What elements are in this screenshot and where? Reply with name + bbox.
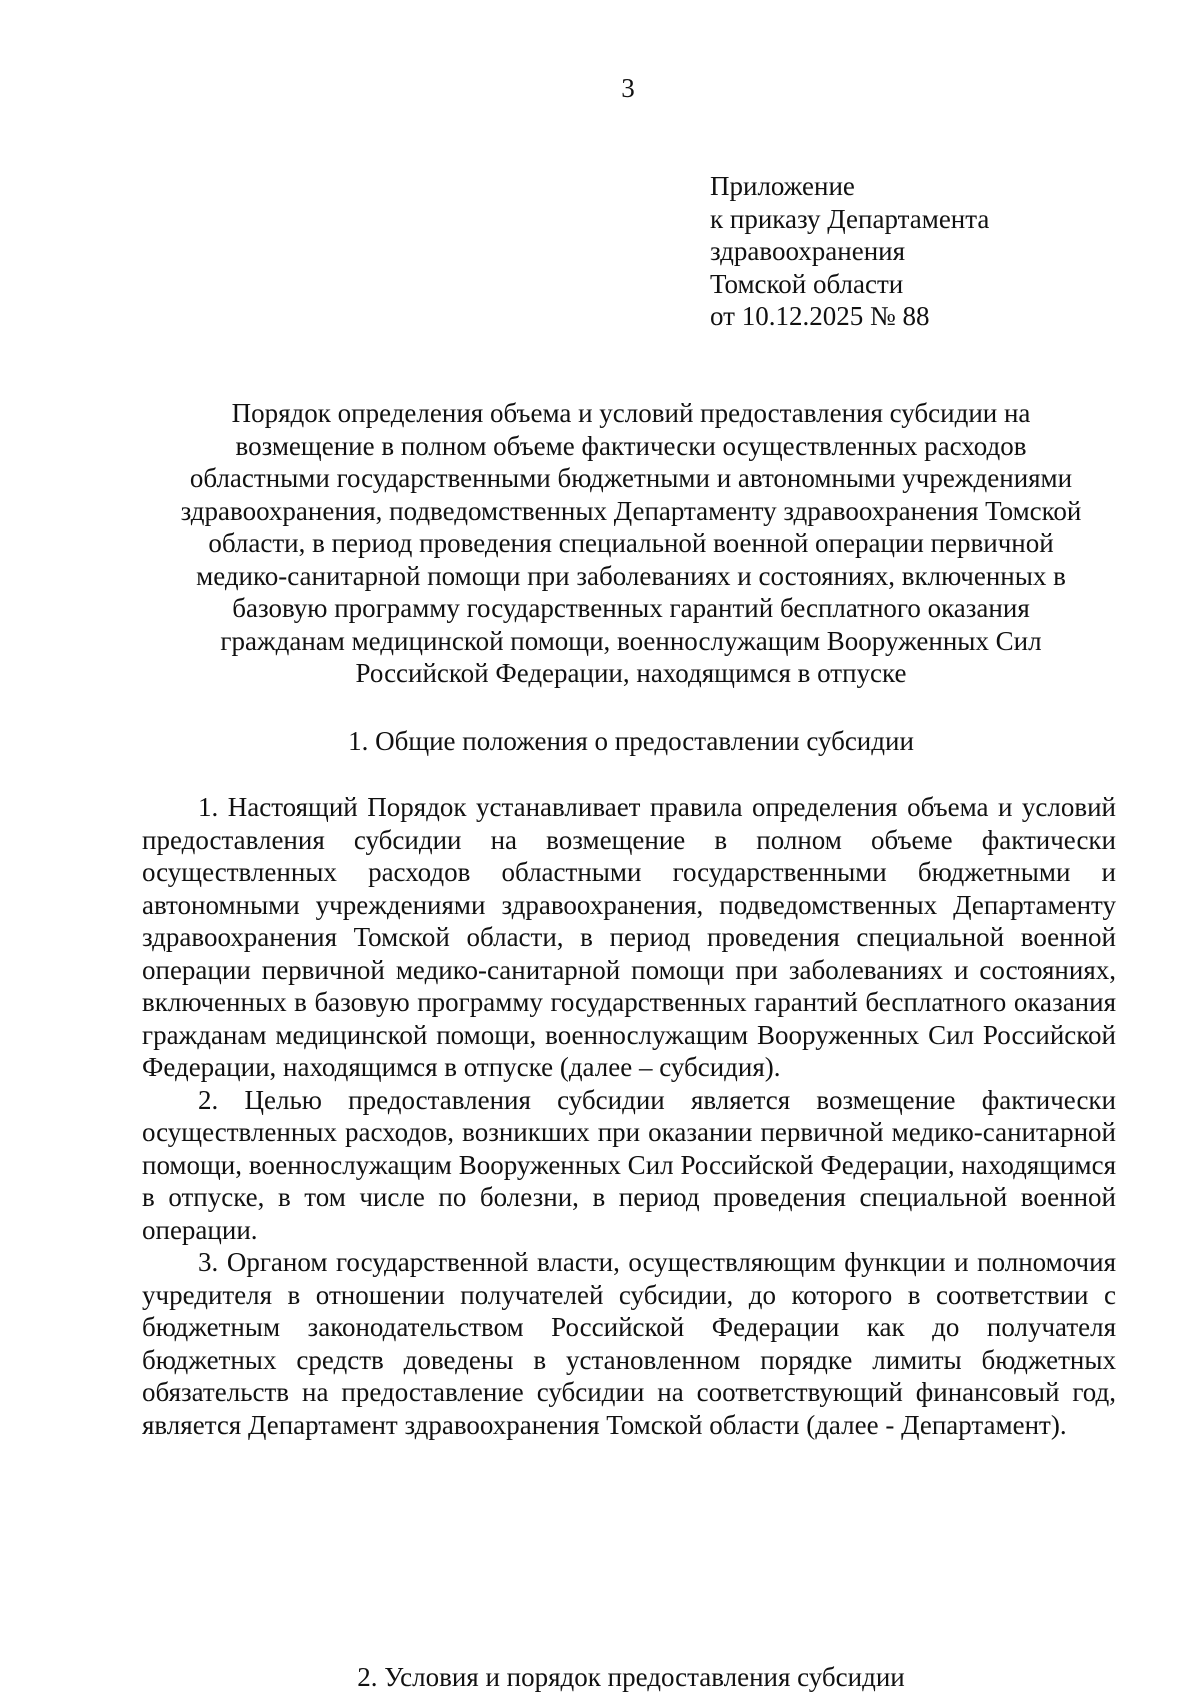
appendix-line: Томской области — [710, 268, 904, 299]
paragraph-2: 2. Целью предоставления субсидии является возмещение фактически осуществленных расходов, возникших при оказании первичной медико-санитарной помощи, военнослужащим Вооруженных Сил Российской Федерации, находящимся в отпуске, в том числе по болезни, в период проведения специальной военной операции. — [142, 1084, 1116, 1245]
appendix-line: от 10.12.2025 № 88 — [710, 301, 930, 331]
appendix-block — [710, 170, 1150, 333]
title-line: областными государственными бюджетными и автономными учреждениями — [189, 463, 1073, 493]
title-line: области, в период проведения специальной военной операции первичной — [208, 528, 1054, 558]
title-line: гражданам медицинской помощи, военнослужащим Вооруженных Сил — [220, 625, 1042, 656]
section-1-body — [142, 791, 1116, 1441]
page-number: 3 — [621, 73, 635, 103]
appendix-line: здравоохранения — [710, 236, 906, 266]
paragraph-3: 3. Органом государственной власти, осуществляющим функции и полномочия учредителя в отношении получателей субсидии, до которого в соответствии с бюджетным законодательством Российской Федерации как до получателя бюджетных средств доведены в установленном порядке лимиты бюджетных обязательств на предоставление субсидии на соответствующий финансовый год, является Департамент здравоохранения Томской области (далее - Департамент). — [142, 1247, 1116, 1440]
appendix-line: к приказу Департамента — [710, 203, 990, 234]
title-line: возмещение в полном объеме фактически осуществленных расходов — [235, 430, 1027, 461]
title-line: базовую программу государственных гарантий бесплатного оказания — [232, 593, 1030, 623]
title-line: медико-санитарной помощи при заболеваниях и состояниях, включенных в — [196, 560, 1066, 591]
title-line: Российской Федерации, находящимся в отпуске — [355, 658, 907, 688]
title-line: Порядок определения объема и условий предоставления субсидии на — [231, 398, 1031, 428]
section-heading-general-provisions: 1. Общие положения о предоставлении субсидии — [348, 726, 914, 756]
section-heading-conditions: 2. Условия и порядок предоставления субсидии — [357, 1662, 905, 1692]
appendix-line: Приложение — [710, 171, 855, 201]
title-line: здравоохранения, подведомственных Департаменту здравоохранения Томской — [180, 495, 1082, 526]
paragraph-1: 1. Настоящий Порядок устанавливает правила определения объема и условий предоставления субсидии на возмещение в полном объеме фактически осуществленных расходов областными государственными бюджетными и автономными учреждениями здравоохранения, подведомственных Департаменту здравоохранения Томской области, в период проведения специальной военной операции первичной медико-санитарной помощи при заболеваниях и состояниях, включенных в базовую программу государственных гарантий бесплатного оказания гражданам медицинской помощи, военнослужащим Вооруженных Сил Российской Федерации, находящимся в отпуске (далее – субсидия). — [142, 792, 1116, 1082]
document-title — [140, 397, 1122, 690]
